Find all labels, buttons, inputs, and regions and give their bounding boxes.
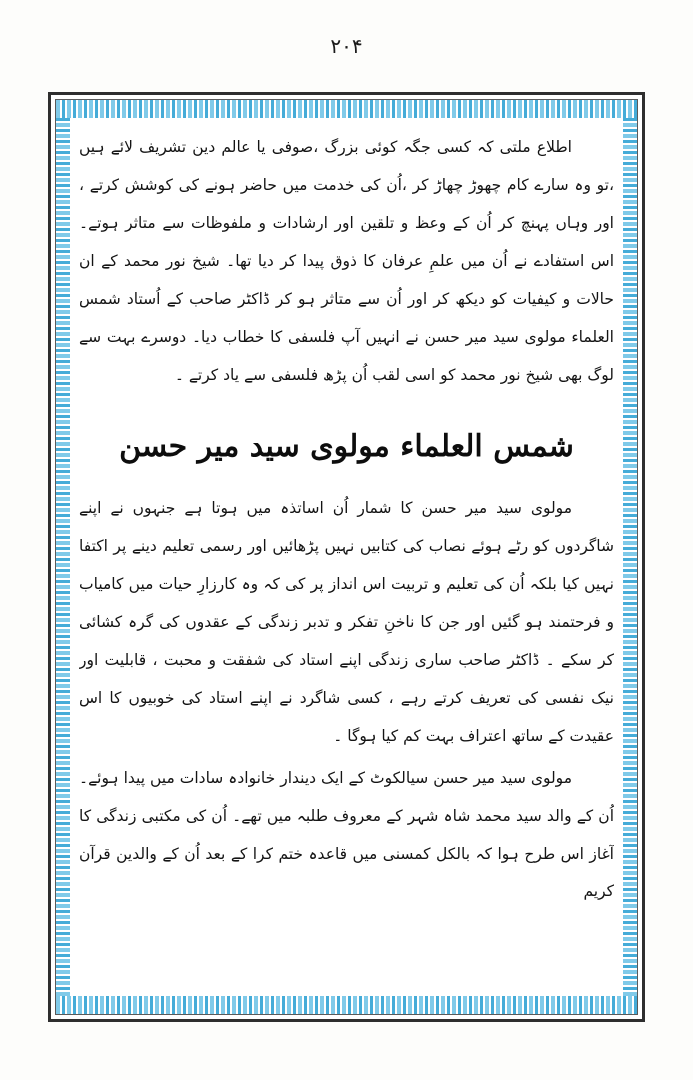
page-text-content: [79, 129, 614, 985]
ornamental-band-top: [56, 100, 637, 118]
ornamental-border-frame: [48, 92, 645, 1022]
ornamental-band-right: [623, 118, 637, 996]
body-paragraph: مولوی سید میر حسن سیالکوٹ کے ایک دیندار خانوادہ سادات میں پیدا ہوئے۔ اُن کے والد سید محمد شاہ شہر کے معروف طلبہ میں تھے۔ اُن کی مکتبی زندگی کا آغاز اس طرح ہوا کہ بالکل کمسنی میں قاعدہ ختم کرا کے بعد اُن کے والدین قرآن کریم: [79, 768, 614, 901]
body-paragraph: مولوی سید میر حسن کا شمار اُن اساتذہ میں ہوتا ہے جنہوں نے اپنے شاگردوں کو رٹے ہوئے نصاب کی کتابیں نہیں پڑھائیں اور رسمی تعلیم دینے پر اکتفا نہیں کیا بلکہ اُن کی تعلیم و تربیت اس انداز پر کی کہ وہ کارزارِ حیات میں کامیاب و فرحتمند ہو گئیں اور جن کا ناخنِ تفکر و تدبر زندگی کے عقدوں کی گرہ کشائی کر سکے ۔ ڈاکٹر صاحب ساری زندگی اپنے استاد کی شفقت و محبت ، قابلیت اور نیک نفسی کی تعریف کرتے رہے ، کسی شاگرد نے اپنے استاد کی خوبیوں کا اس عقیدت کے ساتھ اعتراف بہت کم کیا ہوگا ۔: [79, 498, 614, 745]
body-paragraph: اطلاع ملتی کہ کسی جگہ کوئی بزرگ ،صوفی یا عالم دین تشریف لائے ہیں ،تو وہ سارے کام چھوڑ چھاڑ کر ،اُن کی خدمت میں حاضر ہونے کی کوشش کرتے ، اور وہاں پہنچ کر اُن کے وعظ و تلقین اور ارشادات و ملفوظات سے متاثر ہوتے۔ اس استفادے نے اُن میں علمِ عرفان کا ذوق پیدا کر دیا تھا۔ شیخ نور محمد کے ان حالات و کیفیات کو دیکھ کر اور اُن سے متاثر ہو کر ڈاکٹر صاحب کے اُستاد شمس العلماء مولوی سید میر حسن نے انہیں آپ فلسفی کا خطاب دیا۔ دوسرے بہت سے لوگ بھی شیخ نور محمد کو اسی لقب اُن پڑھ فلسفی سے یاد کرتے ۔: [79, 138, 614, 384]
ornamental-band-left: [56, 118, 70, 996]
section-heading: شمس العلماء مولوی سید میر حسن: [119, 428, 574, 464]
ornamental-band-bottom: [56, 996, 637, 1014]
page-number: ۲۰۴: [330, 34, 363, 58]
